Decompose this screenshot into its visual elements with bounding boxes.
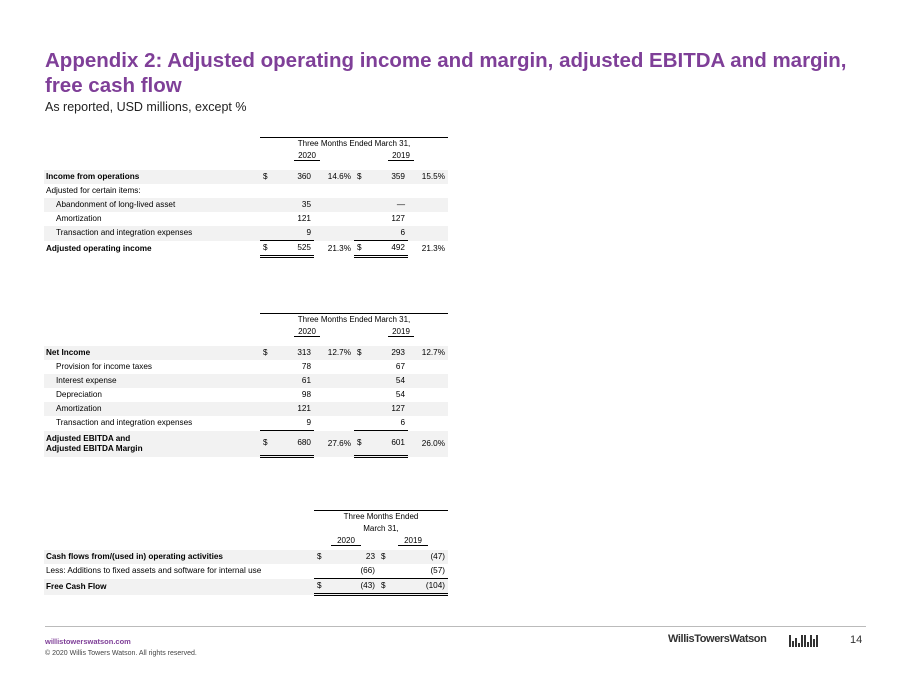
table-row: Interest expense 61 54 <box>44 374 448 388</box>
footer-divider <box>45 626 866 627</box>
table-row: Amortization 121 127 <box>56 214 405 223</box>
year-2019-header: 2019 <box>354 150 448 162</box>
footer-website-link[interactable]: willistowerswatson.com <box>45 637 131 646</box>
adjusted-operating-income-table <box>44 137 448 258</box>
adjusted-ebitda-table <box>44 313 448 458</box>
table-row: Depreciation 98 54 <box>56 390 405 399</box>
page-number: 14 <box>850 634 863 646</box>
table-row: Amortization 121 127 <box>44 402 448 416</box>
table-row: Transaction and integration expenses 9 6 <box>44 226 448 241</box>
table-header: Three Months Ended <box>314 511 448 524</box>
year-2019-header: 2019 <box>378 535 448 547</box>
table-header: Three Months Ended March 31, <box>260 314 448 327</box>
footer-copyright: © 2020 Willis Towers Watson. All rights reserved. <box>45 650 197 657</box>
table-row: Free Cash Flow $ (43) $ (104) <box>44 579 448 595</box>
table-row: Adjusted for certain items: <box>46 186 141 195</box>
table-header-line2: March 31, <box>363 524 399 533</box>
free-cash-flow-table <box>44 510 448 596</box>
table-row: Cash flows from/(used in) operating activities $ 23 $ (47) <box>44 550 448 564</box>
company-logo: WillisTowersWatson <box>668 633 767 645</box>
year-2019-header: 2019 <box>354 326 448 338</box>
page-subtitle: As reported, USD millions, except % <box>45 100 247 114</box>
table-row: Provision for income taxes 78 67 <box>56 362 405 371</box>
year-2020-header: 2020 <box>260 150 354 162</box>
table-row: Abandonment of long-lived asset 35 — <box>44 198 448 212</box>
table-row: Transaction and integration expenses 9 6 <box>44 416 448 431</box>
table-row: Net Income $ 313 12.7% $ 293 12.7% <box>44 346 448 360</box>
table-row: Less: Additions to fixed assets and software for internal use (66) (57) <box>44 564 448 579</box>
page-title: Appendix 2: Adjusted operating income and margin, adjusted EBITDA and margin, free cash flow <box>45 49 847 97</box>
logo-bars-icon <box>789 635 818 647</box>
table-row: Adjusted operating income $ 525 21.3% $ 492 21.3% <box>44 241 448 257</box>
year-2020-header: 2020 <box>260 326 354 338</box>
year-2020-header: 2020 <box>314 535 378 547</box>
table-row: Income from operations $ 360 14.6% $ 359 15.5% <box>44 170 448 184</box>
table-header: Three Months Ended March 31, <box>260 138 448 151</box>
table-row: Adjusted EBITDA and Adjusted EBITDA Margin $ 680 27.6% $ 601 26.0% <box>44 431 448 457</box>
